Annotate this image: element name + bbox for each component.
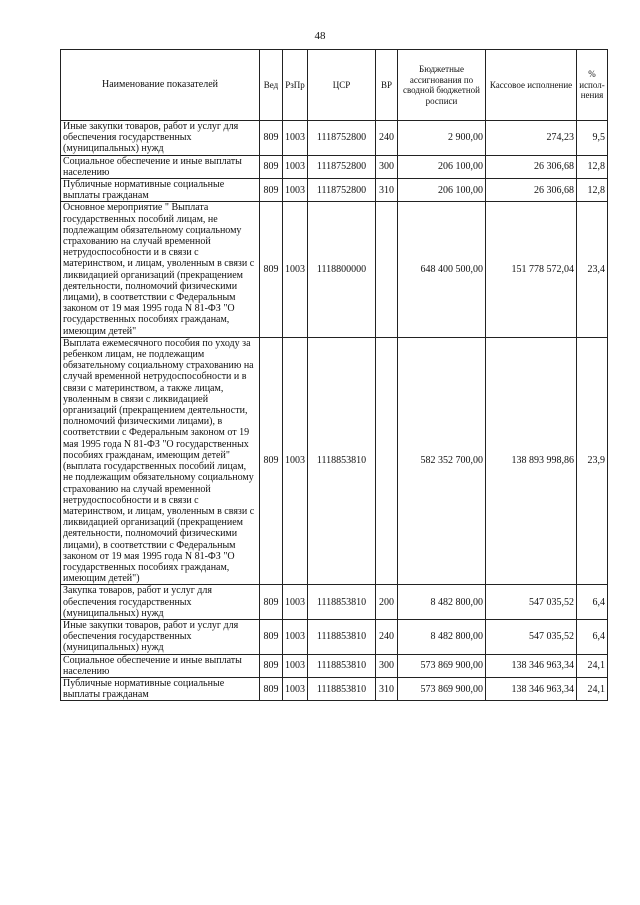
cell-vr xyxy=(376,337,398,584)
cell-ved: 809 xyxy=(260,619,283,654)
cell-percent: 9,5 xyxy=(577,121,608,156)
cell-ved: 809 xyxy=(260,121,283,156)
cell-percent: 6,4 xyxy=(577,619,608,654)
header-assigned: Бюджетные ассигнования по сводной бюджетной росписи xyxy=(398,50,486,121)
cell-rzpr: 1003 xyxy=(283,155,308,178)
cell-cash: 547 035,52 xyxy=(486,619,577,654)
cell-percent: 12,8 xyxy=(577,155,608,178)
table-header-row xyxy=(61,50,608,121)
cell-vr: 240 xyxy=(376,619,398,654)
cell-rzpr: 1003 xyxy=(283,585,308,620)
cell-percent: 6,4 xyxy=(577,585,608,620)
cell-assigned: 573 869 900,00 xyxy=(398,677,486,700)
cell-vr: 240 xyxy=(376,121,398,156)
cell-rzpr: 1003 xyxy=(283,202,308,337)
cell-name: Основное мероприятие " Выплата государственных пособий лицам, не подлежащим обязательному социальному страхованию на случай временной нетрудоспособности и в связи с материнством, и лицам, уволенным в связи с ликвидацией организаций (прекращением деятельности, полномочий физическими лицами), в соответствии с Федеральным законом от 19 мая 1995 года N 81-ФЗ "О государственных пособиях гражданам, имеющим детей" xyxy=(61,202,260,337)
cell-assigned: 206 100,00 xyxy=(398,179,486,202)
cell-percent: 23,9 xyxy=(577,337,608,584)
table-row xyxy=(61,121,608,156)
cell-assigned: 573 869 900,00 xyxy=(398,654,486,677)
cell-ved: 809 xyxy=(260,654,283,677)
cell-vr: 310 xyxy=(376,677,398,700)
cell-assigned: 2 900,00 xyxy=(398,121,486,156)
cell-percent: 12,8 xyxy=(577,179,608,202)
cell-name: Публичные нормативные социальные выплаты гражданам xyxy=(61,677,260,700)
cell-name: Социальное обеспечение и иные выплаты населению xyxy=(61,654,260,677)
table-row xyxy=(61,585,608,620)
page-number: 48 xyxy=(314,30,326,42)
cell-name: Выплата ежемесячного пособия по уходу за ребенком лицам, не подлежащим обязательному социальному страхованию на случай временной нетрудоспособности и в связи с материнством, а также лицам, уволенным в связи с ликвидацией организаций (прекращением деятельности, полномочий физическими лицами), в соответствии с Федеральным законом от 19 мая 1995 года N 81-ФЗ "О государственных пособиях гражданам, имеющим детей" (выплата государственных пособий лицам, не подлежащим обязательному социальному страхованию на случай временной нетрудоспособности и в связи с материнством, и лицам, уволенным в связи с ликвидацией организаций (прекращением деятельности, полномочий физическими лицами), в соответствии с Федеральным законом от 19 мая 1995 года N 81-ФЗ "О государственных пособиях гражданам, имеющим детей") xyxy=(61,337,260,584)
cell-csr: 1118853810 xyxy=(308,654,376,677)
cell-rzpr: 1003 xyxy=(283,677,308,700)
table-row xyxy=(61,155,608,178)
cell-ved: 809 xyxy=(260,677,283,700)
table-row xyxy=(61,179,608,202)
cell-csr: 1118853810 xyxy=(308,677,376,700)
cell-cash: 26 306,68 xyxy=(486,155,577,178)
cell-vr xyxy=(376,202,398,337)
cell-cash: 151 778 572,04 xyxy=(486,202,577,337)
table-row xyxy=(61,677,608,700)
cell-csr: 1118752800 xyxy=(308,155,376,178)
cell-ved: 809 xyxy=(260,179,283,202)
cell-csr: 1118853810 xyxy=(308,585,376,620)
cell-assigned: 8 482 800,00 xyxy=(398,619,486,654)
cell-rzpr: 1003 xyxy=(283,179,308,202)
table-row xyxy=(61,654,608,677)
cell-csr: 1118853810 xyxy=(308,337,376,584)
cell-assigned: 648 400 500,00 xyxy=(398,202,486,337)
cell-vr: 200 xyxy=(376,585,398,620)
cell-cash: 547 035,52 xyxy=(486,585,577,620)
header-percent: % испол- нения xyxy=(577,50,608,121)
cell-rzpr: 1003 xyxy=(283,337,308,584)
cell-csr: 1118853810 xyxy=(308,619,376,654)
cell-ved: 809 xyxy=(260,155,283,178)
cell-csr: 1118800000 xyxy=(308,202,376,337)
header-cash: Кассовое исполнение xyxy=(486,50,577,121)
header-csr: ЦСР xyxy=(308,50,376,121)
header-vr: ВР xyxy=(376,50,398,121)
cell-cash: 26 306,68 xyxy=(486,179,577,202)
cell-ved: 809 xyxy=(260,585,283,620)
cell-csr: 1118752800 xyxy=(308,121,376,156)
cell-csr: 1118752800 xyxy=(308,179,376,202)
cell-vr: 300 xyxy=(376,654,398,677)
cell-percent: 24,1 xyxy=(577,654,608,677)
cell-assigned: 8 482 800,00 xyxy=(398,585,486,620)
cell-percent: 24,1 xyxy=(577,677,608,700)
table-row xyxy=(61,337,608,584)
cell-cash: 138 346 963,34 xyxy=(486,677,577,700)
cell-name: Иные закупки товаров, работ и услуг для обеспечения государственных (муниципальных) нужд xyxy=(61,619,260,654)
header-rzpr: РзПр xyxy=(283,50,308,121)
budget-table xyxy=(60,49,608,701)
cell-name: Публичные нормативные социальные выплаты гражданам xyxy=(61,179,260,202)
cell-ved: 809 xyxy=(260,337,283,584)
cell-assigned: 206 100,00 xyxy=(398,155,486,178)
header-name: Наименование показателей xyxy=(61,50,260,121)
table-row xyxy=(61,202,608,337)
cell-rzpr: 1003 xyxy=(283,654,308,677)
cell-percent: 23,4 xyxy=(577,202,608,337)
cell-vr: 310 xyxy=(376,179,398,202)
table-row xyxy=(61,619,608,654)
cell-cash: 274,23 xyxy=(486,121,577,156)
cell-assigned: 582 352 700,00 xyxy=(398,337,486,584)
cell-cash: 138 346 963,34 xyxy=(486,654,577,677)
cell-vr: 300 xyxy=(376,155,398,178)
cell-rzpr: 1003 xyxy=(283,619,308,654)
cell-ved: 809 xyxy=(260,202,283,337)
cell-name: Иные закупки товаров, работ и услуг для обеспечения государственных (муниципальных) нужд xyxy=(61,121,260,156)
cell-name: Социальное обеспечение и иные выплаты населению xyxy=(61,155,260,178)
header-ved: Вед xyxy=(260,50,283,121)
cell-rzpr: 1003 xyxy=(283,121,308,156)
cell-cash: 138 893 998,86 xyxy=(486,337,577,584)
cell-name: Закупка товаров, работ и услуг для обеспечения государственных (муниципальных) нужд xyxy=(61,585,260,620)
